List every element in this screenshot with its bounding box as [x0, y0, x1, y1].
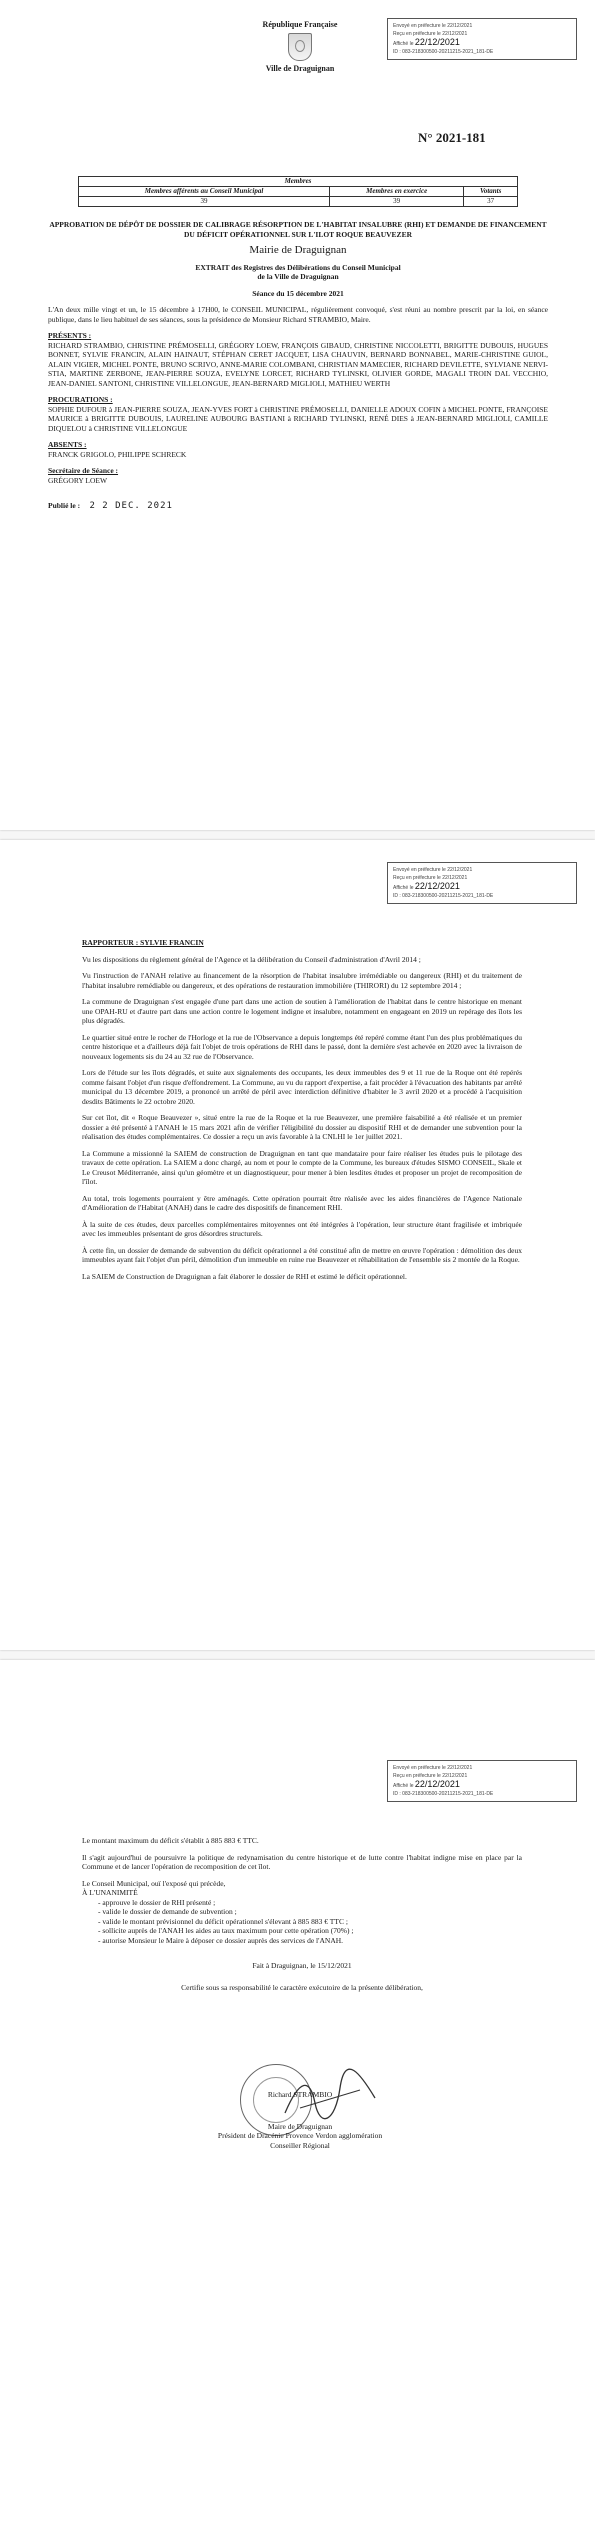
report-body: [82, 938, 522, 1288]
unanimity-line: À L'UNANIMITÉ: [82, 1888, 138, 1897]
stamp-id-line: ID : 083-218300500-20211215-2021_181-DE: [393, 49, 494, 55]
paragraph: Il s'agit aujourd'hui de poursuivre la politique de redynamisation du centre historique et de lutte contre l'habitat indigne mise en place par la Commune et de lancer l'opération de recomposition de cet îlot.: [82, 1852, 522, 1871]
signed-place-date: Fait à Draguignan, le 15/12/2021: [252, 1961, 352, 1970]
republic-header: [210, 20, 390, 73]
signatory-block: [160, 2090, 440, 2150]
stamp-id-line: ID : 083-218300500-20211215-2021_181-DE: [393, 893, 494, 899]
absents-list: FRANCK GRIGOLO, PHILIPPE SCHRECK: [48, 449, 187, 459]
mairie-label: Mairie de Draguignan: [249, 244, 347, 256]
certification-line: Certifie sous sa responsabilité le caractère exécutoire de la présente délibération,: [181, 1982, 423, 1992]
stamp-sent-line: Envoyé en préfecture le 22/12/2021: [393, 867, 473, 873]
stamp-received-line: Reçu en préfecture le 22/12/2021: [393, 1773, 468, 1779]
stamp-posted-line: Affiché le 22/12/2021: [393, 38, 460, 47]
deliberation-number: N° 2021-181: [418, 130, 486, 145]
paragraph: Vu les dispositions du règlement général de l'Agence et la délibération du Conseil d'administration d'Avril 2014 ;: [82, 954, 421, 964]
paragraph: À la suite de ces études, deux parcelles complémentaires mitoyennes ont été intégrées à l'opération, leur structure étant fragilisée et imbriquée avec les immeubles présentant de gros désordres structurels.: [82, 1219, 522, 1238]
extract-line-1: EXTRAIT des Registres des Délibérations du Conseil Municipal: [195, 262, 401, 272]
town-logo: [288, 33, 312, 61]
signatory-title: Président de Dracénie Provence Verdon agglomération: [217, 2131, 383, 2140]
members-col-header: Votants: [464, 187, 518, 197]
paragraph: Le quartier situé entre le rocher de l'Horloge et la rue de l'Observance a depuis longtemps été repéré comme étant l'un des plus problématiques du centre historique et a d'ailleurs déjà fait l'objet de trois opérations de RHI dans le passé, dont la dernière s'est achevée en 2020 avec la livraison de nouveaux logements sis du 24 au 32 rue de l'Observance.: [82, 1032, 522, 1061]
paragraph: Lors de l'étude sur les îlots dégradés, et suite aux signalements des occupants, les deux immeubles des 9 et 11 rue de la Roque ont été repérés comme faisant l'objet d'un risque d'effondrement. La Commune, au vu du rapport d'expertise, a fait procéder à l'évacuation des habitants par arrêté municipal du 13 décembre 2019, a prononcé un arrêté de péril avec interdiction définitive d'habiter le 3 avril 2020 et a procédé à l'acquisition desdits Bâtiments le 22 octobre 2020.: [82, 1068, 522, 1106]
stamp-posted-line: Affiché le 22/12/2021: [393, 882, 460, 891]
paragraph: La Commune a missionné la SAIEM de construction de Draguignan en tant que mandataire pour faire réaliser les études puis le pilotage des travaux de cette opération. La SAIEM a donc chargé, au nom et pour le compte de la Commune, les bureaux d'études SISMO CONSEIL, Skale et Le Creusot Méditerranée, ainsi qu'un géomètre et un diagnostiqueur, pour mener à bien lesdites études et proposer un projet de recomposition de l'îlot.: [82, 1148, 522, 1186]
prefecture-stamp: [387, 862, 577, 904]
members-col-header: Membres en exercice: [330, 187, 464, 197]
published-date: 2 2 DEC. 2021: [89, 501, 173, 511]
members-title: Membres: [79, 177, 518, 187]
stamp-posted-line: Affiché le 22/12/2021: [393, 1780, 460, 1789]
decision-item: - valide le dossier de demande de subvention ;: [98, 1907, 522, 1917]
page-1: [0, 0, 595, 830]
absents-label: ABSENTS :: [48, 440, 87, 449]
decision-item: - autorise Monsieur le Maire à déposer ce dossier auprès des services de l'ANAH.: [98, 1936, 522, 1946]
stamp-sent-line: Envoyé en préfecture le 22/12/2021: [393, 1765, 473, 1771]
republic-label: République Française: [262, 20, 338, 29]
paragraph: Sur cet îlot, dit « Roque Beauvezer », situé entre la rue de la Roque et la rue Beauvezer, une première faisabilité a été réalisée et un premier dossier a été présenté à l'ANAH le 15 mars 2021 afin de vérifier l'éligibilité du dossier au dispositif RHI et de demander une subvention pour la réalisation des études complémentaires. Ce dossier a reçu un avis favorable à la CNLHI le 1er juillet 2021.: [82, 1113, 522, 1141]
members-value: 37: [464, 197, 518, 207]
session-date: Séance du 15 décembre 2021: [252, 288, 344, 298]
signatory-title: Maire de Draguignan: [267, 2121, 333, 2131]
members-value: 39: [330, 197, 464, 207]
paragraph: À cette fin, un dossier de demande de subvention du déficit opérationnel a été constitué afin de mettre en œuvre l'opération : démolition des deux immeubles ayant fait l'objet d'un péril, démolition d'un immeuble en ruine rue Beauvezer et réhabilitation de l'ensemble sis 2 montée de la Roque.: [82, 1245, 522, 1264]
paragraph: Vu l'instruction de l'ANAH relative au financement de la résorption de l'habitat insalubre irrémédiable ou dangereux (RHI) et du traitement de l'habitat insalubre remédiable ou dangereux, et des opérations de restauration immobilière (THIRORI) du 12 septembre 2014 ;: [82, 971, 522, 990]
decision-body: [82, 1836, 522, 1999]
members-table: [78, 176, 518, 207]
signatory-name: Richard STRAMBIO: [267, 2090, 333, 2099]
extract-line-2: de la Ville de Draguignan: [257, 272, 339, 281]
town-label: Ville de Draguignan: [265, 64, 335, 73]
council-line: Le Conseil Municipal, ouï l'exposé qui précède,: [82, 1878, 226, 1888]
deliberation-body: [48, 220, 548, 519]
published-label: Publié le :: [48, 501, 81, 510]
signatory-title: Conseiller Régional: [270, 2140, 330, 2150]
stamp-id-line: ID : 083-218300500-20211215-2021_181-DE: [393, 1791, 494, 1797]
deliberation-title: APPROBATION DE DÉPÔT DE DOSSIER DE CALIBRAGE RÉSORPTION DE L'HABITAT INSALUBRE (RHI) ET DEMANDE DE FINANCEMENT DU DÉFICIT OPÉRATIONNEL SUR L'ILOT ROQUE BEAUVEZER: [49, 220, 547, 239]
decision-item: - valide le montant prévisionnel du déficit opérationnel s'élevant à 885 883 € TTC ;: [98, 1917, 522, 1927]
secretary-label: Secrétaire de Séance :: [48, 466, 119, 475]
stamp-date: 22/12/2021: [414, 1780, 460, 1789]
intro-paragraph: L'An deux mille vingt et un, le 15 décembre à 17H00, le CONSEIL MUNICIPAL, régulièrement convoqué, s'est réuni au nombre prescrit par la loi, en séance publique, dans le lieu habituel de ses séances, sous la présidence de Monsieur Richard STRAMBIO, Maire.: [48, 305, 548, 324]
decision-list: [82, 1898, 522, 1946]
proxies-label: PROCURATIONS :: [48, 395, 113, 404]
decision-item: - sollicite auprès de l'ANAH les aides au taux maximum pour cette opération (70%) ;: [98, 1926, 522, 1936]
stamp-date: 22/12/2021: [414, 882, 460, 891]
paragraph: La commune de Draguignan s'est engagée d'une part dans une action de soutien à l'amélioration de l'habitat dans le centre historique en menant une OPAH-RU et d'autre part dans une action contre le logement indigne et insalubre, notamment en engageant en 2019 un repérage des îlots les plus dégradés.: [82, 997, 522, 1025]
stamp-received-line: Reçu en préfecture le 22/12/2021: [393, 875, 468, 881]
presents-list: RICHARD STRAMBIO, CHRISTINE PRÉMOSELLI, GRÉGORY LOEW, FRANÇOIS GIBAUD, CHRISTINE NICCOLETTI, BRIGITTE DUBOUIS, HUGUES BONNET, SYLVIE FRANCIN, ALAIN HAINAUT, STÉPHAN CERET JACQUET, LISA CHAUVIN, BERNARD BONNABEL, MARIE-CHRISTINE GUIOL, ALAIN VIGIER, MICHEL PONTE, BRUNO SCRIVO, ANNE-MARIE COLOMBANI, CHRISTIAN MAMECIER, RICHARD DEVILETTE, SYLVIANE NERVI-STIA, MARTINE ZERBONE, JEAN-PIERRE SOUZA, EVELYNE LORCET, RICHARD TYLINSKI, OLIVIER GORDE, MAGALI TROIN DAL VECCHIO, JEAN-DANIEL SANTONI, CHRISTINE VILLELONGUE, JEAN-BERNARD MIGLIOLI, MATHIEU WERTH: [48, 340, 548, 388]
stamp-sent-line: Envoyé en préfecture le 22/12/2021: [393, 23, 473, 29]
paragraph: La SAIEM de Construction de Draguignan a fait élaborer le dossier de RHI et estimé le déficit opérationnel.: [82, 1271, 407, 1281]
deficit-paragraph: Le montant maximum du déficit s'établit à 885 883 € TTC.: [82, 1836, 259, 1845]
proxies-list: SOPHIE DUFOUR à JEAN-PIERRE SOUZA, JEAN-YVES FORT à CHRISTINE PRÉMOSELLI, DANIELLE ADOUX COFIN à MICHEL PONTE, FRANÇOISE MAURICE à BRIGITTE DUBOUIS, LAURELINE AUBOURG BASTIANI à RICHARD TYLINSKI, RENÉ DIES à JEAN-BERNARD MIGLIOLI, CAMILLE DIQUELOU à CHRISTINE VILLELONGUE: [48, 404, 548, 433]
page-3: [0, 1660, 595, 2536]
stamp-received-line: Reçu en préfecture le 22/12/2021: [393, 31, 468, 37]
members-col-header: Membres afférents au Conseil Municipal: [79, 187, 330, 197]
prefecture-stamp: [387, 18, 577, 60]
presents-label: PRÉSENTS :: [48, 331, 92, 340]
secretary-name: GRÉGORY LOEW: [48, 475, 108, 485]
decision-item: - approuve le dossier de RHI présenté ;: [98, 1898, 522, 1908]
members-value: 39: [79, 197, 330, 207]
rapporteur-label: RAPPORTEUR : SYLVIE FRANCIN: [82, 938, 204, 947]
page-2: [0, 840, 595, 1650]
stamp-date: 22/12/2021: [414, 38, 460, 47]
prefecture-stamp: [387, 1760, 577, 1802]
paragraph: Au total, trois logements pourraient y être aménagés. Cette opération pourrait être réalisée avec les aides financières de l'Agence Nationale d'Amélioration de l'Habitat (ANAH) dans le cadre des dispositifs de financement RHI.: [82, 1193, 522, 1212]
